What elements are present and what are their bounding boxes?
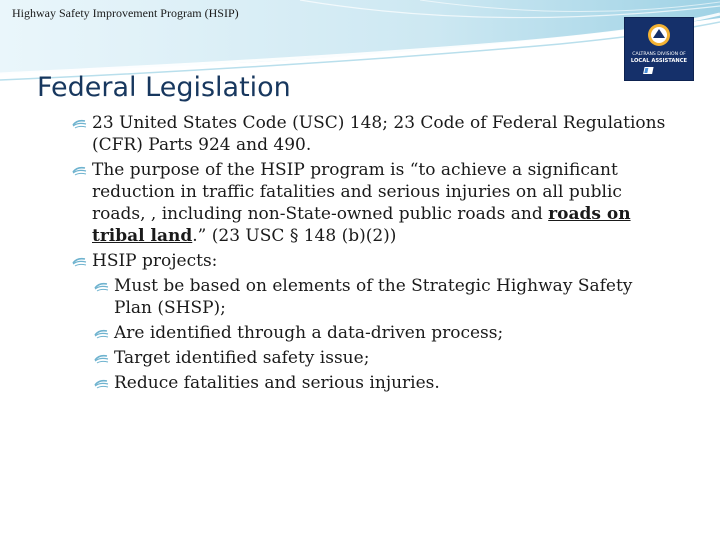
sub-bullet-text: Must be based on elements of the Strategic Highway Safety Plan (SHSP);: [114, 276, 633, 318]
bullet-icon: [70, 159, 92, 181]
logo-line-2: LOCAL ASSISTANCE: [630, 58, 688, 64]
list-item: [92, 275, 670, 319]
bullet-icon: [70, 112, 92, 134]
bullet-icon: [70, 250, 92, 272]
page-title: Federal Legislation: [37, 72, 291, 103]
list-item: [92, 347, 670, 369]
list-item: [92, 322, 670, 344]
bullet-text: .” (23 USC § 148 (b)(2)): [192, 226, 397, 246]
list-item: [70, 250, 670, 272]
slide-content: [70, 112, 670, 397]
bullet-text: 23 United States Code (USC) 148; 23 Code of Federal Regulations (CFR) Parts 924 and 490.: [92, 113, 666, 155]
sub-bullet-text: Reduce fatalities and serious injuries.: [114, 373, 440, 393]
sub-bullet-text: Are identified through a data-driven process;: [114, 323, 504, 343]
bullet-icon: [92, 275, 114, 297]
program-title: Highway Safety Improvement Program (HSIP): [12, 6, 239, 20]
list-item: [70, 159, 670, 247]
bullet-icon: [92, 372, 114, 394]
bullet-icon: [92, 347, 114, 369]
list-item: [70, 112, 670, 156]
sub-bullet-text: Target identified safety issue;: [114, 348, 370, 368]
emphasis-text: roads on tribal land: [92, 204, 631, 246]
bullet-text: The purpose of the HSIP program is “to achieve a significant reduction in traffic fatalities and serious injuries on all public roads, , including non-State-owned public roads and: [92, 160, 622, 224]
caltrans-logo: [624, 17, 694, 81]
logo-line-1: CALTRANS DIVISION OF: [632, 52, 686, 57]
bullet-text: HSIP projects:: [92, 251, 218, 271]
bullet-icon: [92, 322, 114, 344]
list-item: [92, 372, 670, 394]
